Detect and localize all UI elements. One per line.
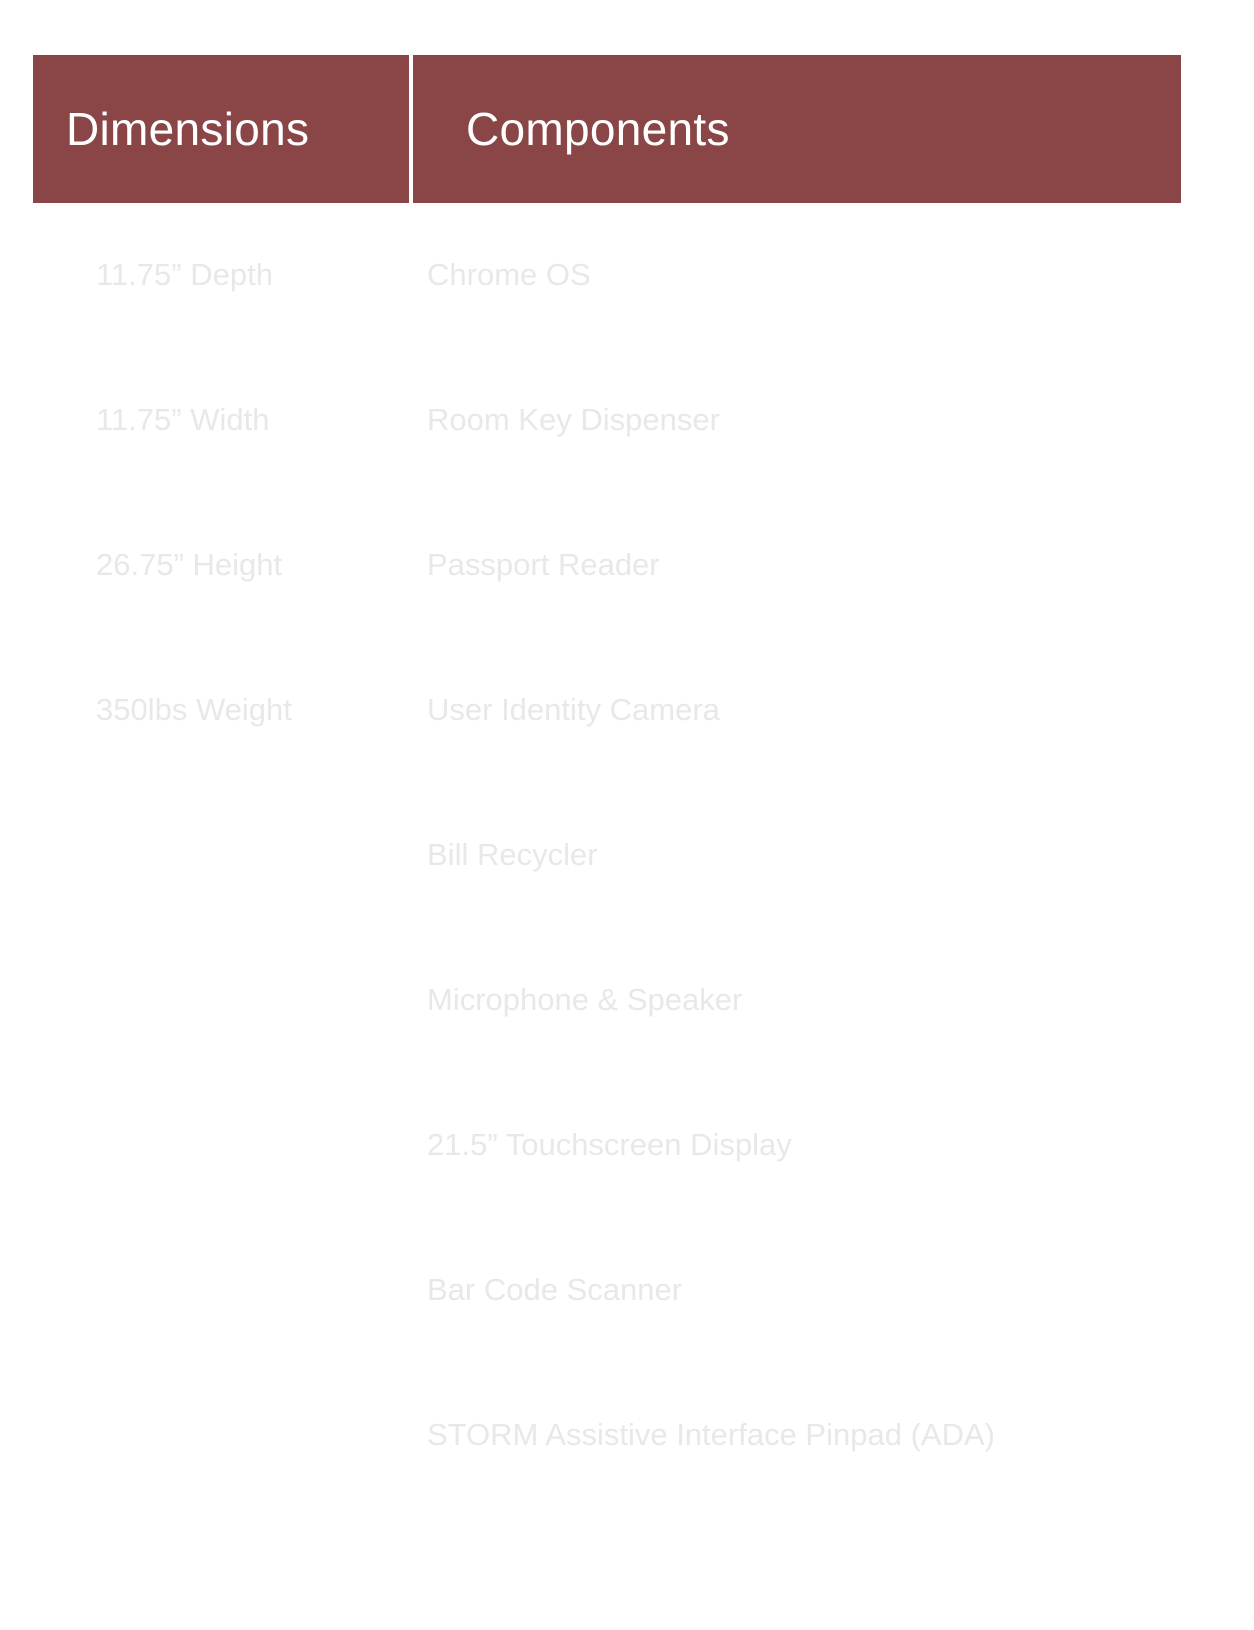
list-item	[427, 783, 1223, 928]
dimensions-column	[33, 203, 389, 1508]
dimension-value: 11.75” Width	[96, 402, 270, 438]
component-value: 21.5” Touchscreen Display	[427, 1127, 792, 1163]
table-header-cell-dimensions	[33, 55, 409, 203]
list-item	[427, 1363, 1223, 1508]
components-column	[389, 203, 1223, 1508]
list-item	[427, 348, 1223, 493]
component-value: Bar Code Scanner	[427, 1272, 683, 1308]
column-header-label: Components	[466, 103, 730, 155]
column-header-label: Dimensions	[66, 103, 310, 155]
list-item	[427, 203, 1223, 348]
component-value: STORM Assistive Interface Pinpad (ADA)	[427, 1417, 995, 1453]
list-item	[427, 928, 1223, 1073]
list-item	[427, 638, 1223, 783]
table-header-cell-components	[413, 55, 1181, 203]
component-value: Room Key Dispenser	[427, 402, 720, 438]
list-item	[427, 1073, 1223, 1218]
component-value: Passport Reader	[427, 547, 660, 583]
dimension-value: 26.75” Height	[96, 547, 283, 583]
table-header-row	[33, 55, 1181, 203]
list-item	[96, 348, 389, 493]
list-item	[427, 493, 1223, 638]
list-item	[96, 203, 389, 348]
component-value: User Identity Camera	[427, 692, 720, 728]
component-value: Chrome OS	[427, 257, 591, 293]
dimension-value: 350lbs Weight	[96, 692, 292, 728]
list-item	[96, 493, 389, 638]
list-item	[427, 1218, 1223, 1363]
list-item	[96, 638, 389, 783]
component-value: Bill Recycler	[427, 837, 598, 873]
component-value: Microphone & Speaker	[427, 982, 743, 1018]
dimension-value: 11.75” Depth	[96, 257, 273, 293]
table-body	[33, 203, 1223, 1508]
